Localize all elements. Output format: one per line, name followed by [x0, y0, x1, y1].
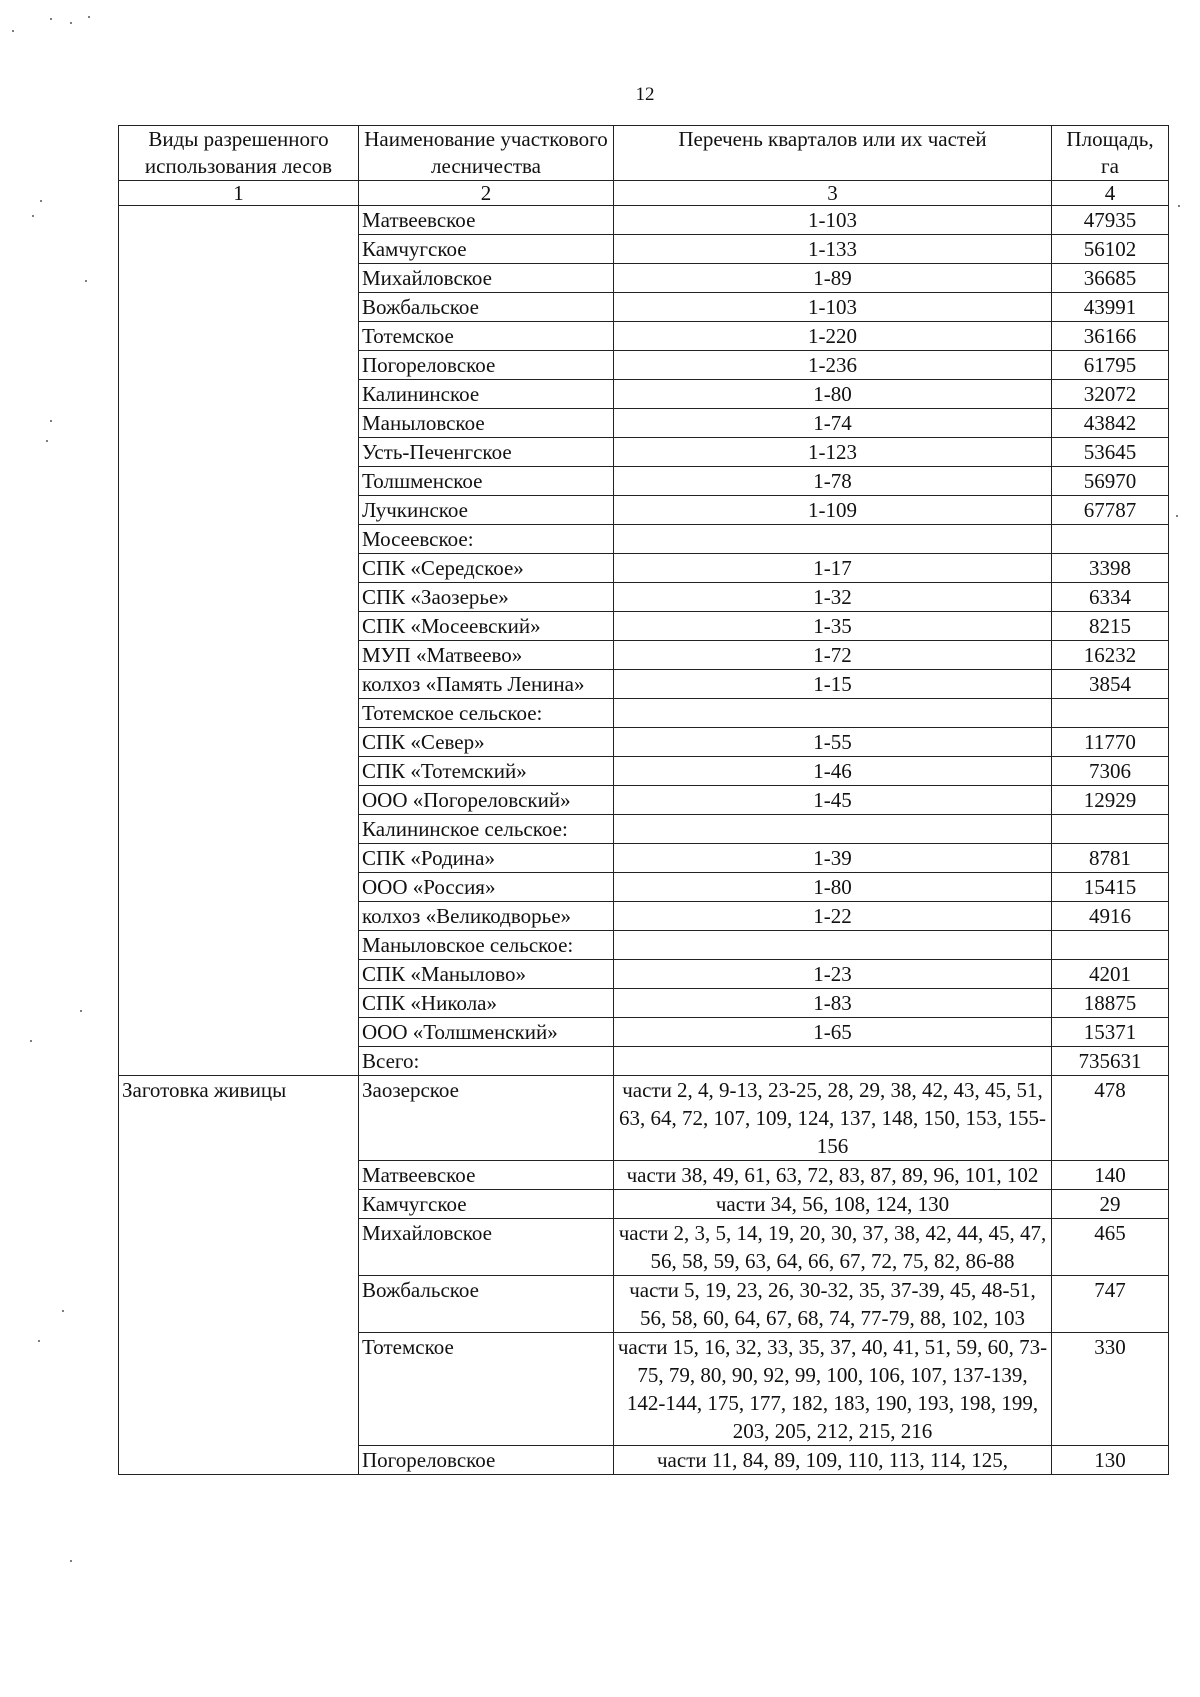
page-number: 12 [635, 84, 655, 105]
quarters-cell: 1-220 [614, 322, 1052, 351]
quarters-cell [614, 525, 1052, 554]
area-cell: 29 [1052, 1190, 1169, 1219]
area-cell: 6334 [1052, 583, 1169, 612]
forestry-name-cell: Михайловское [359, 1219, 614, 1276]
area-cell: 16232 [1052, 641, 1169, 670]
quarters-cell: части 5, 19, 23, 26, 30-32, 35, 37-39, 45, 48-51, 56, 58, 60, 64, 67, 68, 74, 77-79, 88, 102, 103 [614, 1276, 1052, 1333]
area-cell [1052, 525, 1169, 554]
area-cell: 32072 [1052, 380, 1169, 409]
area-cell [1052, 699, 1169, 728]
header-row [119, 126, 1169, 181]
area-cell [1052, 931, 1169, 960]
area-cell: 36685 [1052, 264, 1169, 293]
area-cell: 56102 [1052, 235, 1169, 264]
forestry-name-cell: Вожбальское [359, 1276, 614, 1333]
quarters-cell: 1-17 [614, 554, 1052, 583]
forest-use-table [118, 125, 1169, 1475]
quarters-cell: 1-78 [614, 467, 1052, 496]
area-cell: 140 [1052, 1161, 1169, 1190]
area-cell: 18875 [1052, 989, 1169, 1018]
table-row [119, 1076, 1169, 1161]
forestry-name-cell: Матвеевское [359, 1161, 614, 1190]
quarters-cell: части 34, 56, 108, 124, 130 [614, 1190, 1052, 1219]
forestry-name-cell: ООО «Толшменский» [359, 1018, 614, 1047]
quarters-cell: 1-22 [614, 902, 1052, 931]
quarters-cell: 1-39 [614, 844, 1052, 873]
table-row [119, 206, 1169, 235]
quarters-cell: 1-80 [614, 380, 1052, 409]
forestry-name-cell: СПК «Мосеевский» [359, 612, 614, 641]
resin-section [119, 1076, 1169, 1475]
area-cell: 47935 [1052, 206, 1169, 235]
forestry-name-cell: СПК «Никола» [359, 989, 614, 1018]
area-cell: 53645 [1052, 438, 1169, 467]
header-use-type: Виды разрешенного использования лесов [119, 126, 359, 181]
quarters-cell: 1-80 [614, 873, 1052, 902]
forestry-name-cell: Вожбальское [359, 293, 614, 322]
quarters-cell: 1-72 [614, 641, 1052, 670]
forestry-name-cell: Матвеевское [359, 206, 614, 235]
area-cell: 3854 [1052, 670, 1169, 699]
forestry-name-cell: Калининское [359, 380, 614, 409]
forestry-name-cell: Тотемское [359, 322, 614, 351]
forestry-name-cell: Камчугское [359, 1190, 614, 1219]
quarters-cell: 1-133 [614, 235, 1052, 264]
quarters-cell: 1-103 [614, 293, 1052, 322]
area-cell: 130 [1052, 1446, 1169, 1475]
quarters-cell: 1-46 [614, 757, 1052, 786]
quarters-cell: 1-15 [614, 670, 1052, 699]
forestry-name-cell: Камчугское [359, 235, 614, 264]
forestry-name-cell: Погореловское [359, 351, 614, 380]
forestry-name-cell: Толшменское [359, 467, 614, 496]
quarters-cell: части 38, 49, 61, 63, 72, 83, 87, 89, 96, 101, 102 [614, 1161, 1052, 1190]
quarters-cell: части 2, 3, 5, 14, 19, 20, 30, 37, 38, 42, 44, 45, 47, 56, 58, 59, 63, 64, 66, 67, 72, 75, 82, 86-88 [614, 1219, 1052, 1276]
area-cell: 67787 [1052, 496, 1169, 525]
area-cell: 61795 [1052, 351, 1169, 380]
area-cell: 747 [1052, 1276, 1169, 1333]
area-cell: 735631 [1052, 1047, 1169, 1076]
quarters-cell [614, 699, 1052, 728]
area-cell: 15415 [1052, 873, 1169, 902]
area-cell: 11770 [1052, 728, 1169, 757]
area-cell: 43842 [1052, 409, 1169, 438]
forestry-name-cell: Тотемское [359, 1333, 614, 1446]
quarters-cell: 1-103 [614, 206, 1052, 235]
use-type-cell: Заготовка живицы [119, 1076, 359, 1475]
forestry-name-cell: СПК «Середское» [359, 554, 614, 583]
quarters-cell [614, 931, 1052, 960]
quarters-cell: 1-109 [614, 496, 1052, 525]
header-area: Площадь, га [1052, 126, 1169, 181]
forestry-name-cell: Заозерское [359, 1076, 614, 1161]
area-cell: 4916 [1052, 902, 1169, 931]
forestry-name-cell: ООО «Погореловский» [359, 786, 614, 815]
quarters-cell: части 2, 4, 9-13, 23-25, 28, 29, 38, 42, 43, 45, 51, 63, 64, 72, 107, 109, 124, 137, 148, 150, 153, 155-156 [614, 1076, 1052, 1161]
forestry-name-cell: колхоз «Память Ленина» [359, 670, 614, 699]
forestry-name-cell: Мосеевское: [359, 525, 614, 554]
quarters-cell: части 15, 16, 32, 33, 35, 37, 40, 41, 51, 59, 60, 73-75, 79, 80, 90, 92, 99, 100, 106, 107, 137-139, 142-144, 175, 177, 182, 183, 190, 193, 198, 199, 203, 205, 212, 215, 216 [614, 1333, 1052, 1446]
forestry-name-cell: Погореловское [359, 1446, 614, 1475]
column-number: 3 [614, 181, 1052, 206]
header-forestry-name: Наименование участкового лесничества [359, 126, 614, 181]
area-cell: 4201 [1052, 960, 1169, 989]
header-quarters: Перечень кварталов или их частей [614, 126, 1052, 181]
forestry-name-cell: Михайловское [359, 264, 614, 293]
use-type-cell [119, 206, 359, 1076]
column-number-row [119, 181, 1169, 206]
quarters-cell: 1-45 [614, 786, 1052, 815]
quarters-cell: 1-89 [614, 264, 1052, 293]
quarters-cell: части 11, 84, 89, 109, 110, 113, 114, 125, [614, 1446, 1052, 1475]
table-body [119, 206, 1169, 1076]
area-cell: 56970 [1052, 467, 1169, 496]
quarters-cell: 1-74 [614, 409, 1052, 438]
forestry-name-cell: СПК «Родина» [359, 844, 614, 873]
area-cell: 3398 [1052, 554, 1169, 583]
quarters-cell: 1-236 [614, 351, 1052, 380]
column-number: 1 [119, 181, 359, 206]
area-cell: 478 [1052, 1076, 1169, 1161]
quarters-cell: 1-23 [614, 960, 1052, 989]
area-cell: 36166 [1052, 322, 1169, 351]
quarters-cell: 1-55 [614, 728, 1052, 757]
area-cell: 330 [1052, 1333, 1169, 1446]
quarters-cell: 1-65 [614, 1018, 1052, 1047]
quarters-cell: 1-32 [614, 583, 1052, 612]
forestry-name-cell: МУП «Матвеево» [359, 641, 614, 670]
forestry-name-cell: СПК «Заозерье» [359, 583, 614, 612]
forestry-name-cell: Калининское сельское: [359, 815, 614, 844]
area-cell: 43991 [1052, 293, 1169, 322]
area-cell: 7306 [1052, 757, 1169, 786]
forestry-name-cell: СПК «Север» [359, 728, 614, 757]
forestry-name-cell: ООО «Россия» [359, 873, 614, 902]
area-cell: 12929 [1052, 786, 1169, 815]
forestry-name-cell: колхоз «Великодворье» [359, 902, 614, 931]
forestry-name-cell: СПК «Тотемский» [359, 757, 614, 786]
forestry-name-cell: СПК «Манылово» [359, 960, 614, 989]
forestry-name-cell: Всего: [359, 1047, 614, 1076]
quarters-cell: 1-123 [614, 438, 1052, 467]
area-cell: 465 [1052, 1219, 1169, 1276]
area-cell: 8781 [1052, 844, 1169, 873]
area-cell: 8215 [1052, 612, 1169, 641]
forestry-name-cell: Маныловское [359, 409, 614, 438]
forestry-name-cell: Лучкинское [359, 496, 614, 525]
area-cell: 15371 [1052, 1018, 1169, 1047]
quarters-cell: 1-35 [614, 612, 1052, 641]
quarters-cell [614, 1047, 1052, 1076]
quarters-cell: 1-83 [614, 989, 1052, 1018]
column-number: 4 [1052, 181, 1169, 206]
forestry-name-cell: Усть-Печенгское [359, 438, 614, 467]
forestry-name-cell: Маныловское сельское: [359, 931, 614, 960]
quarters-cell [614, 815, 1052, 844]
area-cell [1052, 815, 1169, 844]
forestry-name-cell: Тотемское сельское: [359, 699, 614, 728]
column-number: 2 [359, 181, 614, 206]
